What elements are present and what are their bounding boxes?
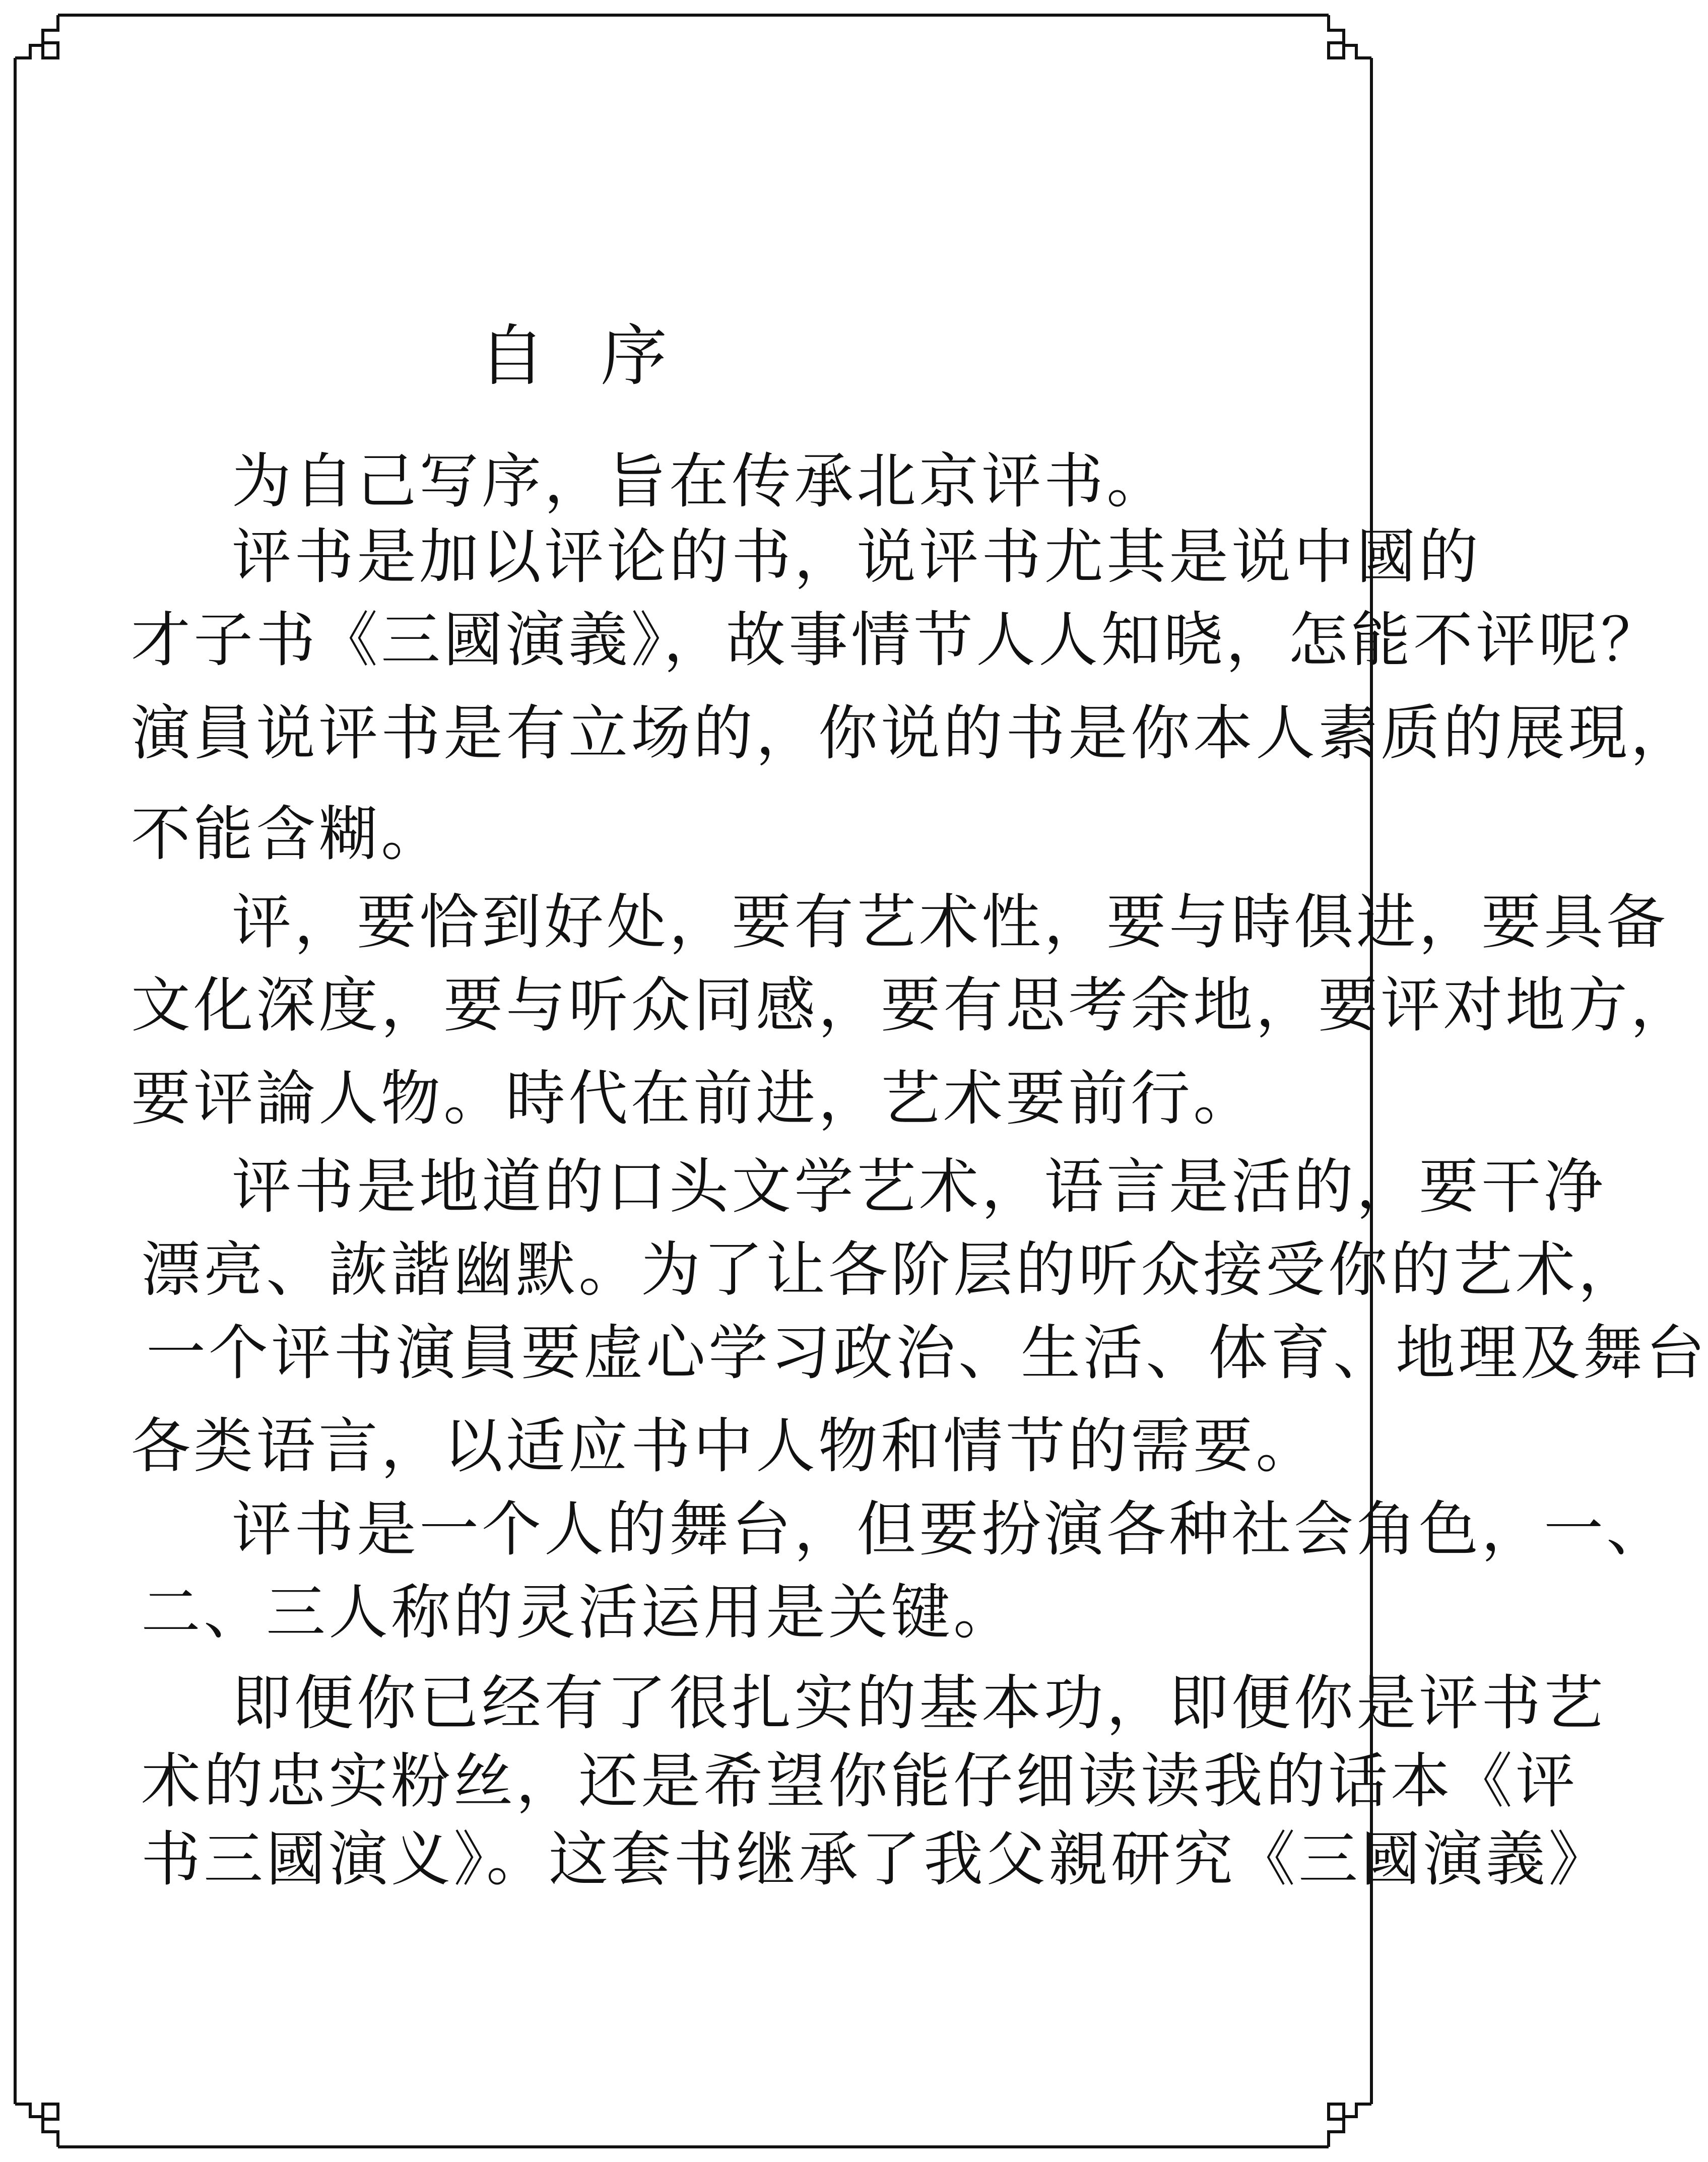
page-title: 自序	[479, 317, 722, 395]
text-line-7: 文化深度，要与听众同感，要有思考余地，要评对地方，	[131, 970, 1693, 1040]
text-line-9: 评书是地道的口头文学艺术，语言是活的，要干净	[232, 1152, 1607, 1221]
text-line-2: 评书是加以评论的书，说评书尤其是说中國的	[232, 522, 1482, 592]
text-line-6: 评，要恰到好处，要有艺术性，要与時俱进，要具备	[232, 887, 1669, 957]
text-line-5: 不能含糊。	[131, 799, 444, 869]
text-line-4: 演員说评书是有立场的，你说的书是你本人素质的展現，	[131, 698, 1693, 768]
text-line-13: 评书是一个人的舞台，但要扮演各种社会角色，一、	[232, 1494, 1669, 1564]
text-line-3: 才子书《三國演義》，故事情节人人知晓，怎能不评呢？	[131, 605, 1664, 675]
text-line-14: 二、三人称的灵活运用是关键。	[141, 1578, 1016, 1647]
text-line-17: 书三國演义》。这套书继承了我父親研究《三國演義》	[141, 1824, 1611, 1894]
text-line-15: 即便你已经有了很扎实的基本功，即便你是评书艺	[232, 1668, 1607, 1738]
text-line-11: 一个评书演員要虚心学习政治、生活、体育、地理及舞台	[146, 1318, 1708, 1388]
text-line-10: 漂亮、詼諧幽默。为了让各阶层的听众接受你的艺术，	[141, 1235, 1641, 1304]
text-line-1: 为自己写序，旨在传承北京评书。	[232, 446, 1169, 516]
text-line-12: 各类语言，以适应书中人物和情节的需要。	[131, 1411, 1319, 1481]
text-line-8: 要评論人物。時代在前进，艺术要前行。	[131, 1064, 1256, 1133]
text-line-16: 术的忠实粉丝，还是希望你能仔细读读我的话本《评	[141, 1746, 1579, 1816]
